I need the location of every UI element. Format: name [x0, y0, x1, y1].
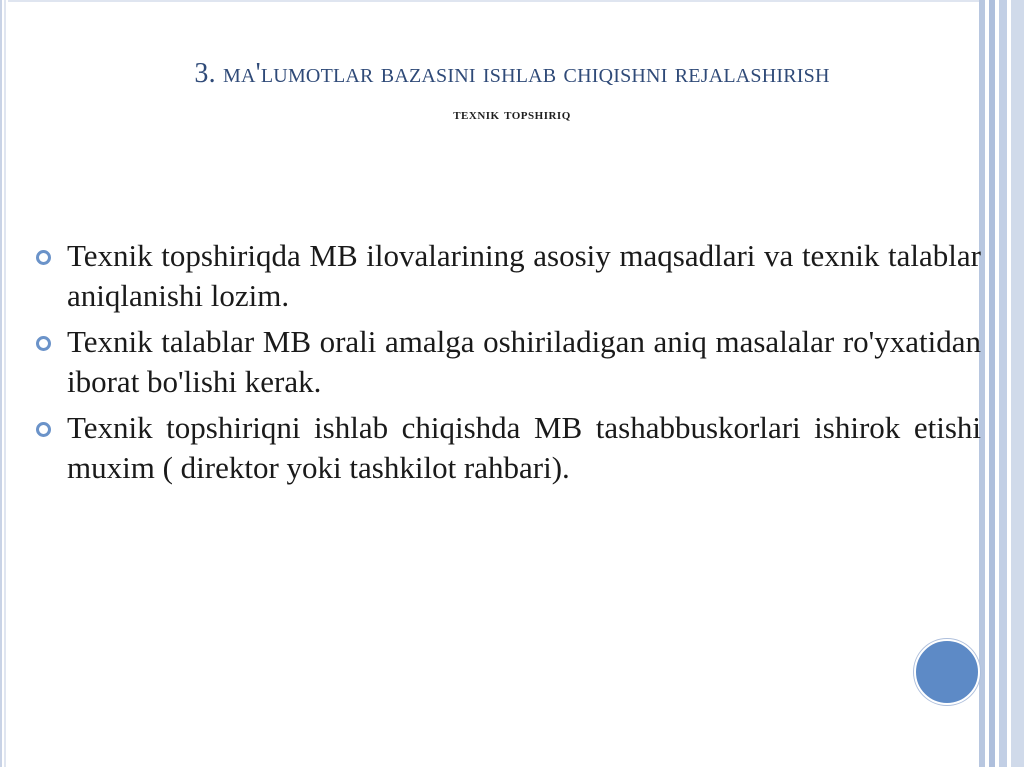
bullet-text: Texnik topshiriqni ishlab chiqishda MB tashabbuskorlari ishirok etishi muxim ( direktor yoki tashkilot rahbari). — [67, 410, 981, 485]
slide-top-border — [0, 0, 1024, 2]
bullet-item — [36, 322, 981, 402]
bullet-item — [36, 236, 981, 316]
slide-subtitle: texnik topshiriq — [453, 106, 571, 123]
slide-title: 3. ma'lumotlar bazasini ishlab chiqishni rejalashirish — [194, 58, 830, 89]
bullet-text: Texnik topshiriqda MB ilovalarining asosiy maqsadlari va texnik talablar aniqlanishi lozim. — [67, 238, 981, 313]
circle-bullet-icon — [36, 336, 51, 351]
bullet-text: Texnik talablar MB orali amalga oshiriladigan aniq masalalar ro'yxatidan iborat bo'lishi kerak. — [67, 324, 981, 399]
bullet-list — [36, 236, 981, 494]
blue-circle-icon — [914, 639, 980, 705]
circle-bullet-icon — [36, 250, 51, 265]
bullet-item — [36, 408, 981, 488]
circle-bullet-icon — [36, 422, 51, 437]
